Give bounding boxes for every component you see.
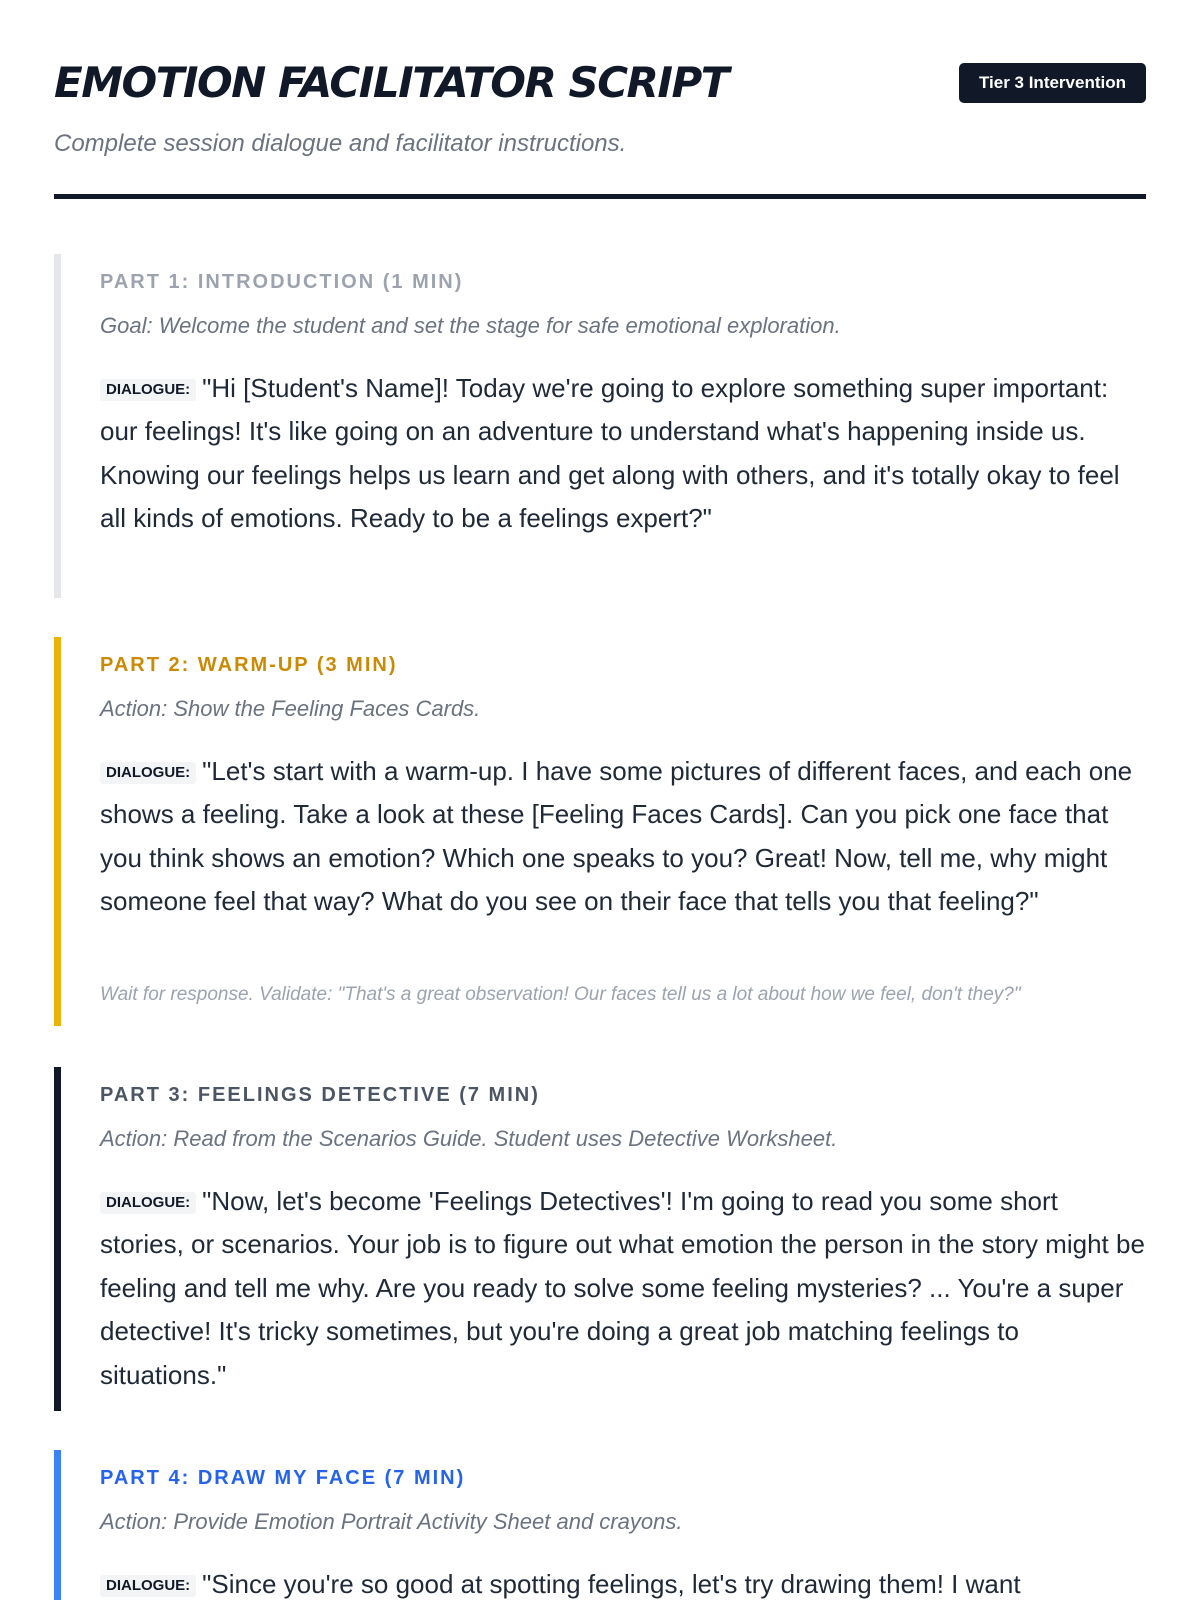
facilitator-note: Wait for response. Validate: "That's a great observation! Our faces tell us a lot about how we feel, don't they?" <box>100 984 1021 1005</box>
dialogue-text: "Since you're so good at spotting feelings, let's try drawing them! I want <box>202 1569 1021 1599</box>
dialogue-label: DIALOGUE: <box>100 1192 196 1214</box>
section-action: Action: Show the Feeling Faces Cards. <box>100 696 481 721</box>
section-title: PART 4: DRAW MY FACE (7 MIN) <box>100 1467 466 1489</box>
dialogue-text: "Now, let's become 'Feelings Detectives'! I'm going to read you some short stories, or scenarios. Your job is to figure out what emotion the person in the story might be feeling and tell me why. Are you ready to solve some feeling mysteries? ... You're a super detective! It's tricky sometimes, but you're doing a great job matching feelings to situations." <box>100 1186 1145 1390</box>
section-accent-bar <box>54 1067 61 1411</box>
header-divider <box>54 194 1146 199</box>
section-part-4 <box>54 1450 1146 1600</box>
section-dialogue <box>100 750 1146 924</box>
section-title: PART 3: FEELINGS DETECTIVE (7 MIN) <box>100 1084 540 1106</box>
dialogue-text: "Hi [Student's Name]! Today we're going to explore something super important: our feelings! It's like going on an adventure to understand what's happening inside us. Knowing our feelings helps us learn and get along with others, and it's totally okay to feel all kinds of emotions. Ready to be a feelings expert?" <box>100 373 1120 534</box>
dialogue-label: DIALOGUE: <box>100 379 196 401</box>
dialogue-text: "Let's start with a warm-up. I have some pictures of different faces, and each one shows a feeling. Take a look at these [Feeling Faces Cards]. Can you pick one face that you think shows an emotion? Which one speaks to you? Great! Now, tell me, why might someone feel that way? What do you see on their face that tells you that feeling?" <box>100 756 1133 917</box>
page-title: EMOTION FACILITATOR SCRIPT <box>54 58 728 107</box>
dialogue-label: DIALOGUE: <box>100 762 196 784</box>
section-accent-bar <box>54 254 61 598</box>
section-accent-bar <box>54 637 61 1026</box>
header <box>54 52 1146 114</box>
dialogue-label: DIALOGUE: <box>100 1575 196 1597</box>
section-action: Action: Read from the Scenarios Guide. Student uses Detective Worksheet. <box>100 1126 838 1151</box>
section-action: Action: Provide Emotion Portrait Activity Sheet and crayons. <box>100 1509 683 1534</box>
section-part-2 <box>54 637 1146 1026</box>
section-goal: Goal: Welcome the student and set the stage for safe emotional exploration. <box>100 313 841 338</box>
section-dialogue <box>100 367 1146 541</box>
tier-badge: Tier 3 Intervention <box>959 63 1146 103</box>
section-part-1 <box>54 254 1146 598</box>
section-dialogue <box>100 1180 1146 1397</box>
section-part-3 <box>54 1067 1146 1411</box>
section-title: PART 1: INTRODUCTION (1 MIN) <box>100 271 464 293</box>
page-subtitle: Complete session dialogue and facilitator instructions. <box>54 130 627 157</box>
section-accent-bar <box>54 1450 61 1600</box>
section-title: PART 2: WARM-UP (3 MIN) <box>100 654 398 676</box>
